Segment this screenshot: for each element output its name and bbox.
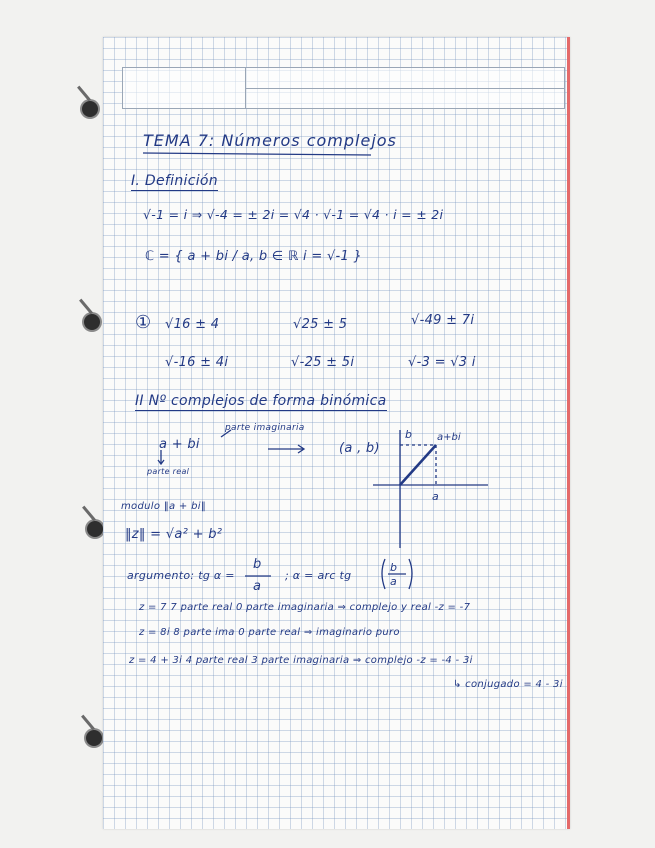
paren-fraction xyxy=(379,557,419,591)
graph-label-point: a+bi xyxy=(437,432,461,443)
alpha-formula: ; α = arc tg xyxy=(285,569,352,582)
example-z-line: z = 7 7 parte real 0 parte imaginaria ⇒ complejo y real -z = -7 xyxy=(139,602,471,613)
fraction-numerator: b xyxy=(253,557,262,572)
example-item: √-25 ± 5i xyxy=(291,355,355,370)
paren-numerator: b xyxy=(390,561,398,574)
example-marker: ① xyxy=(135,312,152,333)
modulo-formula: ‖z‖ = √a² + b² xyxy=(125,527,223,542)
example-item: √16 ± 4 xyxy=(165,317,220,332)
example-item: √-16 ± 4i xyxy=(165,355,229,370)
binomic-form: a + bi xyxy=(159,437,200,452)
example-item: √-49 ± 7i xyxy=(411,313,475,328)
title-underline xyxy=(143,152,373,158)
page-title: TEMA 7: Números complejos xyxy=(143,131,397,150)
argumento-label: argumento: tg α = xyxy=(127,569,235,582)
binder-hole xyxy=(82,101,98,117)
example-z-line: z = 8i 8 parte ima 0 parte real ⇒ imaginario puro xyxy=(139,627,400,638)
binder-hole xyxy=(87,521,103,537)
binder-ring xyxy=(79,299,93,315)
binder-hole xyxy=(86,730,102,746)
binder-hole xyxy=(84,314,100,330)
notebook-page xyxy=(103,37,570,829)
graph-label-b: b xyxy=(405,428,412,441)
margin-line xyxy=(567,37,570,829)
fraction-denominator: a xyxy=(253,579,262,594)
section-title-binomica: II Nº complejos de forma binómica xyxy=(135,393,387,409)
conjugado-note: ↳ conjugado = 4 - 3i xyxy=(453,679,563,690)
complex-plane-diagram xyxy=(373,420,493,550)
modulo-label: modulo ‖a + bi‖ xyxy=(121,501,207,512)
binder-ring xyxy=(82,506,96,522)
graph-label-a: a xyxy=(432,490,439,503)
paren-denominator: a xyxy=(390,575,398,588)
example-z-line: z = 4 + 3i 4 parte real 3 parte imaginaria ⇒ complejo -z = -4 - 3i xyxy=(129,655,473,666)
formula-definition-i: √-1 = i ⇒ √-4 = ± 2i = √4 · √-1 = √4 · i = ± 2i xyxy=(143,207,444,222)
example-item: √-3 = √3 i xyxy=(408,355,476,370)
label-parte-real: parte real xyxy=(147,467,190,476)
formula-set-definition: ℂ = { a + bi / a, b ∈ ℝ i = √-1 } xyxy=(145,249,363,264)
section-title-definicion: I. Definición xyxy=(131,173,218,189)
label-parte-imaginaria: parte imaginaria xyxy=(225,423,305,433)
ordered-pair: (a , b) xyxy=(339,441,380,456)
binder-ring xyxy=(81,715,95,731)
binder-ring xyxy=(77,86,91,102)
example-item: √25 ± 5 xyxy=(293,317,348,332)
header-box xyxy=(122,67,565,109)
